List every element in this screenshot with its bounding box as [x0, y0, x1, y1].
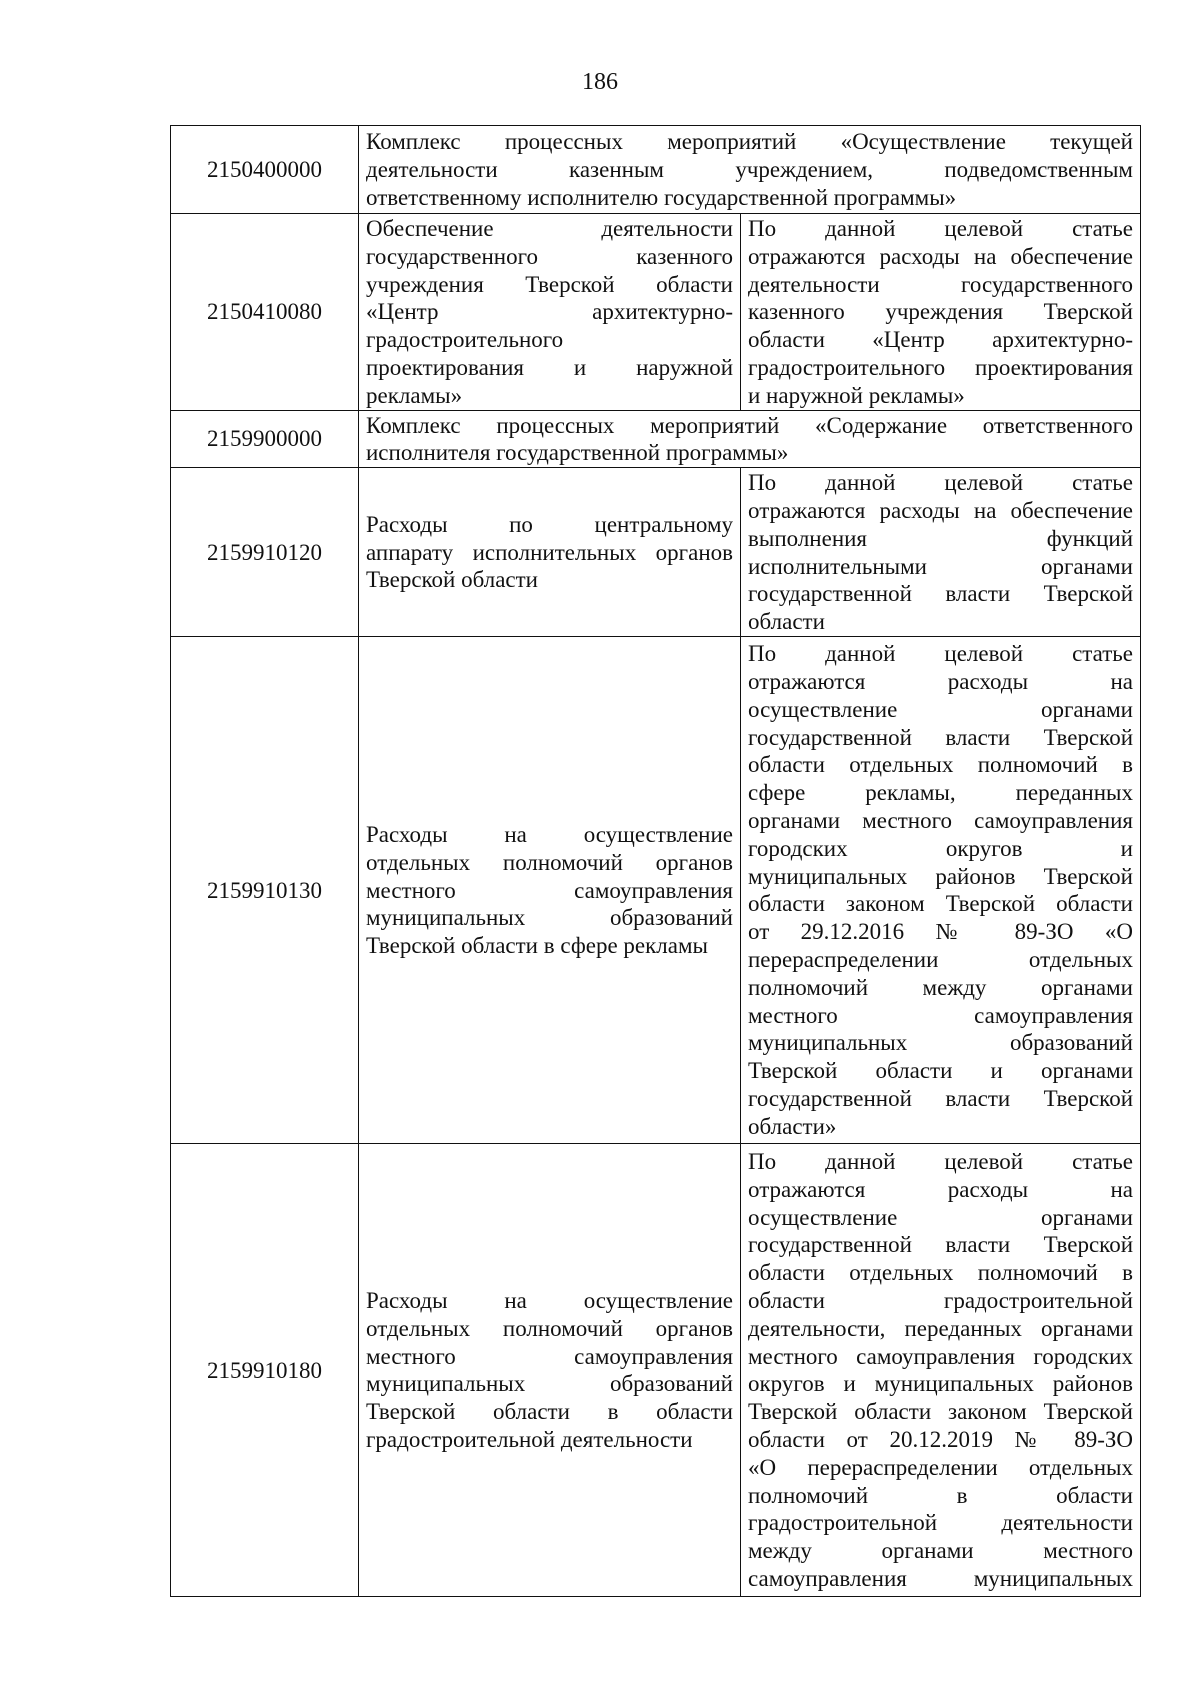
text-line: местного самоуправления	[748, 1002, 1133, 1028]
text-line: Комплекс процессных мероприятий «Содержание ответственного	[366, 412, 1133, 438]
text-line: области «Центр архитектурно-	[748, 327, 1133, 353]
text-line: между органами местного	[748, 1538, 1133, 1564]
text-line: муниципальных районов Тверской	[748, 863, 1133, 889]
text-line: учреждения Тверской области	[366, 271, 733, 297]
text-line: градостроительной деятельности	[748, 1510, 1133, 1536]
text-line: отражаются расходы на обеспечение	[748, 497, 1133, 523]
text-line: Тверской области законом Тверской	[748, 1399, 1133, 1425]
target-code-cell: 2159910120	[171, 468, 359, 637]
text-line: округов и муниципальных районов	[748, 1371, 1133, 1397]
text-line: отдельных полномочий органов	[366, 1315, 733, 1341]
text-line: Тверской области	[366, 567, 538, 593]
text-line: муниципальных образований	[748, 1030, 1133, 1056]
text-line: отдельных полномочий органов	[366, 849, 733, 875]
text-line: местного самоуправления городских	[748, 1343, 1133, 1369]
text-line: от 29.12.2016 № 89-ЗО «О	[748, 919, 1133, 945]
text-line: государственной власти Тверской	[748, 1232, 1133, 1258]
text-line: Расходы на осуществление	[366, 821, 733, 847]
text-line: градостроительного проектирования	[748, 354, 1133, 380]
page-number: 186	[582, 69, 618, 95]
table-row	[171, 126, 1141, 214]
expense-description-cell	[741, 214, 1141, 411]
text-line: государственной власти Тверской	[748, 1086, 1133, 1112]
text-line: муниципальных образований	[366, 905, 733, 931]
expense-description-cell	[741, 1143, 1141, 1596]
text-line: государственного казенного	[366, 243, 733, 269]
text-line: деятельности казенным учреждением, подведомственным	[366, 157, 1133, 183]
text-line: По данной целевой статье	[748, 1149, 1133, 1175]
text-line: местного самоуправления	[366, 1343, 733, 1369]
text-line: градостроительной деятельности	[366, 1427, 693, 1453]
text-line: отражаются расходы на	[748, 669, 1133, 695]
table-row	[171, 410, 1141, 468]
expense-name-cell	[359, 636, 741, 1143]
text-line: области отдельных полномочий в	[748, 752, 1133, 778]
text-line: местного самоуправления	[366, 877, 733, 903]
text-line: По данной целевой статье	[748, 470, 1133, 496]
text-line: перераспределении отдельных	[748, 947, 1133, 973]
expense-name-cell	[359, 1143, 741, 1596]
expense-name-cell	[359, 468, 741, 637]
target-code-cell: 2150400000	[171, 126, 359, 214]
text-line: государственной власти Тверской	[748, 581, 1133, 607]
table-row	[171, 468, 1141, 637]
text-line: рекламы»	[366, 382, 463, 408]
text-line: градостроительного	[366, 327, 564, 353]
text-line: казенного учреждения Тверской	[748, 299, 1133, 325]
text-line: исполнительными органами	[748, 553, 1133, 579]
program-complex-cell	[359, 410, 1141, 468]
expense-description-cell	[741, 636, 1141, 1143]
text-line: аппарату исполнительных органов	[366, 539, 733, 565]
text-line: области градостроительной	[748, 1288, 1133, 1314]
table-row	[171, 636, 1141, 1143]
text-line: органами местного самоуправления	[748, 808, 1133, 834]
text-line: области от 20.12.2019 № 89-ЗО	[748, 1427, 1133, 1453]
text-line: полномочий в области	[748, 1482, 1133, 1508]
text-line: осуществление органами	[748, 1204, 1133, 1230]
text-line: осуществление органами	[748, 696, 1133, 722]
target-code-cell: 2159910130	[171, 636, 359, 1143]
text-line: муниципальных образований	[366, 1371, 733, 1397]
text-line: области»	[748, 1113, 837, 1139]
text-line: «Центр архитектурно-	[366, 299, 733, 325]
text-line: области	[748, 609, 825, 635]
text-line: городских округов и	[748, 835, 1133, 861]
text-line: Расходы по центральному	[366, 511, 733, 537]
text-line: «О перераспределении отдельных	[748, 1454, 1133, 1480]
text-line: По данной целевой статье	[748, 641, 1133, 667]
text-line: и наружной рекламы»	[748, 382, 965, 408]
text-line: Тверской области в области	[366, 1399, 733, 1425]
text-line: области отдельных полномочий в	[748, 1260, 1133, 1286]
text-line: сфере рекламы, переданных	[748, 780, 1133, 806]
text-line: Комплекс процессных мероприятий «Осуществление текущей	[366, 129, 1133, 155]
text-line: деятельности государственного	[748, 271, 1133, 297]
target-code-cell: 2150410080	[171, 214, 359, 411]
text-line: отражаются расходы на	[748, 1176, 1133, 1202]
text-line: Обеспечение деятельности	[366, 216, 733, 241]
text-line: полномочий между органами	[748, 974, 1133, 1000]
text-line: отражаются расходы на обеспечение	[748, 243, 1133, 269]
budget-classification-table	[170, 125, 1141, 1597]
text-line: самоуправления муниципальных	[748, 1566, 1133, 1592]
text-line: Тверской области и органами	[748, 1058, 1133, 1084]
target-code-cell: 2159900000	[171, 410, 359, 468]
text-line: государственной власти Тверской	[748, 724, 1133, 750]
table-row	[171, 214, 1141, 411]
target-code-cell: 2159910180	[171, 1143, 359, 1596]
text-line: ответственному исполнителю государственной программы»	[366, 184, 957, 210]
text-line: выполнения функций	[748, 525, 1133, 551]
expense-description-cell	[741, 468, 1141, 637]
text-line: исполнителя государственной программы»	[366, 440, 789, 466]
text-line: проектирования и наружной	[366, 354, 733, 380]
table-row	[171, 1143, 1141, 1596]
expense-name-cell	[359, 214, 741, 411]
text-line: Тверской области в сфере рекламы	[366, 933, 708, 959]
text-line: области законом Тверской области	[748, 891, 1133, 917]
text-line: По данной целевой статье	[748, 216, 1133, 241]
program-complex-cell	[359, 126, 1141, 214]
text-line: Расходы на осуществление	[366, 1288, 733, 1314]
text-line: деятельности, переданных органами	[748, 1315, 1133, 1341]
